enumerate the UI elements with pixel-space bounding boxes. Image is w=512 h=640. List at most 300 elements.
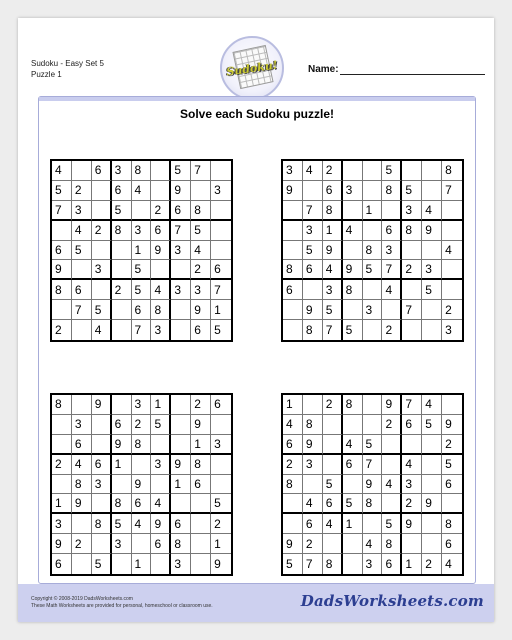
sudoku-cell: 4 — [283, 415, 303, 435]
sudoku-cell: 6 — [132, 300, 152, 320]
sudoku-cell[interactable] — [191, 181, 211, 201]
sudoku-cell[interactable] — [402, 435, 422, 455]
sudoku-cell[interactable] — [92, 435, 112, 455]
sudoku-cell: 8 — [363, 241, 383, 261]
sudoku-cell: 4 — [343, 435, 363, 455]
sudoku-cell: 8 — [343, 280, 363, 300]
sudoku-cell[interactable] — [52, 221, 72, 241]
sudoku-cell: 6 — [191, 320, 211, 340]
sudoku-cell: 2 — [52, 455, 72, 475]
sudoku-cell: 6 — [323, 494, 343, 514]
sudoku-cell: 5 — [52, 181, 72, 201]
sudoku-cell[interactable] — [363, 161, 383, 181]
sudoku-cell[interactable] — [343, 241, 363, 261]
sudoku-cell: 8 — [92, 514, 112, 534]
sudoku-cell: 8 — [52, 395, 72, 415]
sudoku-cell[interactable] — [191, 534, 211, 554]
sudoku-cell: 3 — [72, 415, 92, 435]
sudoku-cell: 5 — [442, 455, 462, 475]
sudoku-cell: 1 — [363, 201, 383, 221]
sudoku-cell: 6 — [382, 554, 402, 574]
sudoku-cell: 2 — [92, 221, 112, 241]
sudoku-cell: 6 — [72, 280, 92, 300]
sudoku-cell[interactable] — [211, 221, 231, 241]
sudoku-cell: 6 — [92, 161, 112, 181]
sudoku-cell[interactable] — [211, 161, 231, 181]
sudoku-cell: 6 — [303, 260, 323, 280]
sudoku-cell[interactable] — [191, 494, 211, 514]
sudoku-cell: 2 — [191, 260, 211, 280]
sudoku-cell[interactable] — [151, 475, 171, 495]
sudoku-cell[interactable] — [72, 395, 92, 415]
sudoku-cell[interactable] — [171, 415, 191, 435]
sudoku-cell[interactable] — [112, 320, 132, 340]
sudoku-cell: 3 — [171, 241, 191, 261]
sudoku-cell: 7 — [191, 161, 211, 181]
sudoku-cell: 4 — [402, 455, 422, 475]
sudoku-cell: 9 — [151, 241, 171, 261]
sudoku-cell[interactable] — [363, 181, 383, 201]
sudoku-cell: 9 — [171, 455, 191, 475]
sudoku-cell: 9 — [422, 221, 442, 241]
sudoku-cell[interactable] — [442, 280, 462, 300]
sudoku-cell: 8 — [402, 221, 422, 241]
sudoku-cell: 3 — [402, 201, 422, 221]
sudoku-cell: 1 — [191, 435, 211, 455]
sudoku-cell: 1 — [402, 554, 422, 574]
sudoku-cell: 2 — [422, 554, 442, 574]
sudoku-cell[interactable] — [323, 455, 343, 475]
sudoku-cell: 3 — [171, 554, 191, 574]
sudoku-cell: 2 — [151, 201, 171, 221]
sudoku-cell: 3 — [211, 181, 231, 201]
sudoku-cell[interactable] — [283, 221, 303, 241]
sudoku-cell[interactable] — [151, 435, 171, 455]
sudoku-cell: 9 — [283, 181, 303, 201]
sudoku-cell: 4 — [303, 161, 323, 181]
sudoku-cell: 5 — [343, 494, 363, 514]
sudoku-cell: 2 — [323, 161, 343, 181]
sudoku-cell: 8 — [442, 161, 462, 181]
sudoku-cell[interactable] — [151, 554, 171, 574]
sudoku-cell[interactable] — [191, 554, 211, 574]
sudoku-cell[interactable] — [52, 300, 72, 320]
sudoku-cell: 6 — [132, 494, 152, 514]
sudoku-cell[interactable] — [112, 554, 132, 574]
sudoku-cell: 5 — [151, 415, 171, 435]
sudoku-cell: 3 — [92, 260, 112, 280]
sudoku-cell: 3 — [132, 395, 152, 415]
sudoku-cell[interactable] — [171, 300, 191, 320]
sudoku-cell[interactable] — [72, 161, 92, 181]
sudoku-cell[interactable] — [343, 534, 363, 554]
sudoku-cell[interactable] — [211, 241, 231, 261]
sudoku-cell: 3 — [445, 323, 452, 338]
sudoku-cell: 2 — [211, 514, 231, 534]
sudoku-cell: 6 — [442, 534, 462, 554]
sudoku-cell: 3 — [92, 475, 112, 495]
sudoku-cell[interactable] — [363, 514, 383, 534]
sudoku-cell: 8 — [112, 221, 132, 241]
instruction-heading: Solve each Sudoku puzzle! — [179, 107, 335, 121]
sudoku-cell[interactable] — [112, 241, 132, 261]
sudoku-cell[interactable] — [382, 494, 402, 514]
footer-copyright — [31, 596, 213, 610]
sudoku-cell[interactable] — [112, 395, 132, 415]
sudoku-cell: 4 — [382, 280, 402, 300]
sudoku-cell: 8 — [363, 494, 383, 514]
sudoku-cell[interactable] — [402, 241, 422, 261]
sudoku-cell: 2 — [72, 534, 92, 554]
sudoku-cell: 8 — [191, 455, 211, 475]
sudoku-cell: 3 — [112, 534, 132, 554]
sudoku-cell: 5 — [363, 435, 383, 455]
sudoku-cell: 1 — [171, 475, 191, 495]
sudoku-cell[interactable] — [382, 455, 402, 475]
sudoku-cell[interactable] — [442, 260, 462, 280]
sudoku-cell[interactable] — [283, 514, 303, 534]
sudoku-cell: 3 — [191, 280, 211, 300]
sudoku-cell[interactable] — [422, 455, 442, 475]
sudoku-cell[interactable] — [323, 415, 343, 435]
sudoku-cell[interactable] — [283, 300, 303, 320]
sudoku-cell[interactable] — [112, 300, 132, 320]
sudoku-cell: 4 — [132, 514, 152, 534]
sudoku-cell: 9 — [422, 494, 442, 514]
sudoku-cell: 8 — [442, 514, 462, 534]
sudoku-grid-2 — [281, 159, 464, 342]
sudoku-cell: 8 — [283, 475, 303, 495]
sudoku-cell[interactable] — [132, 455, 152, 475]
sudoku-cell: 5 — [132, 280, 152, 300]
sudoku-cell: 7 — [52, 201, 72, 221]
sudoku-cell[interactable] — [171, 435, 191, 455]
sudoku-cell[interactable] — [211, 455, 231, 475]
sudoku-cell: 1 — [151, 395, 171, 415]
sudoku-cell[interactable] — [422, 300, 442, 320]
sudoku-cell[interactable] — [422, 435, 442, 455]
sudoku-cell[interactable] — [211, 475, 231, 495]
sudoku-cell: 6 — [171, 201, 191, 221]
sudoku-cell[interactable] — [363, 415, 383, 435]
sudoku-cell: 2 — [382, 320, 402, 340]
sudoku-cell: 6 — [171, 514, 191, 534]
sudoku-cell: 3 — [303, 221, 323, 241]
sudoku-cell: 5 — [323, 300, 343, 320]
sudoku-cell: 3 — [52, 514, 72, 534]
sudoku-cell[interactable] — [72, 320, 92, 340]
sudoku-cell: 6 — [382, 221, 402, 241]
sudoku-cell: 8 — [171, 534, 191, 554]
sudoku-cell: 9 — [72, 494, 92, 514]
sudoku-cell: 6 — [151, 534, 171, 554]
sudoku-cell[interactable] — [303, 181, 323, 201]
sudoku-cell: 9 — [52, 534, 72, 554]
sudoku-cell: 5 — [382, 161, 402, 181]
sudoku-cell[interactable] — [171, 395, 191, 415]
sudoku-cell[interactable] — [283, 241, 303, 261]
sudoku-cell: 9 — [323, 241, 343, 261]
sudoku-cell[interactable] — [52, 415, 72, 435]
footer-bar — [18, 584, 494, 622]
sudoku-cell[interactable] — [283, 320, 303, 340]
sudoku-cell[interactable] — [151, 181, 171, 201]
sudoku-cell: 4 — [72, 221, 92, 241]
sudoku-cell: 1 — [211, 534, 231, 554]
sudoku-cell: 1 — [52, 494, 72, 514]
sudoku-cell[interactable] — [191, 514, 211, 534]
sudoku-cell: 5 — [191, 221, 211, 241]
sudoku-cell: 8 — [191, 201, 211, 221]
sudoku-cell: 8 — [283, 260, 303, 280]
sudoku-cell: 2 — [283, 455, 303, 475]
sudoku-cell: 1 — [112, 455, 132, 475]
sudoku-cell: 8 — [303, 320, 323, 340]
sudoku-cell: 7 — [72, 300, 92, 320]
sudoku-cell[interactable] — [92, 280, 112, 300]
sudoku-cell: 9 — [191, 300, 211, 320]
sudoku-cell: 2 — [191, 395, 211, 415]
sudoku-cell[interactable] — [112, 260, 132, 280]
sudoku-cell[interactable] — [211, 201, 231, 221]
sudoku-cell: 9 — [363, 475, 383, 495]
sudoku-cell: 5 — [214, 323, 221, 338]
sudoku-cell: 8 — [323, 201, 343, 221]
sudoku-cell[interactable] — [151, 260, 171, 280]
sudoku-cell[interactable] — [422, 534, 442, 554]
worksheet-page — [18, 18, 494, 622]
sudoku-cell: 2 — [402, 494, 422, 514]
sudoku-cell: 5 — [211, 494, 231, 514]
sudoku-cell[interactable] — [92, 494, 112, 514]
sudoku-cell: 3 — [112, 161, 132, 181]
usage-note: These Math Worksheets are provided for personal, homeschool or classroom use. — [31, 603, 213, 609]
sudoku-cell: 8 — [382, 181, 402, 201]
sudoku-cell[interactable] — [303, 395, 323, 415]
sudoku-cell[interactable] — [72, 554, 92, 574]
sudoku-cell: 9 — [343, 260, 363, 280]
sudoku-cell: 3 — [343, 181, 363, 201]
sudoku-cell: 2 — [382, 415, 402, 435]
sudoku-cell: 4 — [132, 181, 152, 201]
sudoku-cell: 5 — [402, 181, 422, 201]
sudoku-cell[interactable] — [92, 201, 112, 221]
sudoku-cell: 6 — [323, 181, 343, 201]
sudoku-cell: 9 — [52, 260, 72, 280]
sudoku-cell: 7 — [382, 260, 402, 280]
sudoku-cell: 5 — [171, 161, 191, 181]
sudoku-cell: 3 — [132, 221, 152, 241]
sudoku-cell: 8 — [132, 161, 152, 181]
sudoku-cell: 2 — [323, 395, 343, 415]
sudoku-cell[interactable] — [363, 320, 383, 340]
sudoku-cell[interactable] — [382, 300, 402, 320]
sudoku-cell: 3 — [283, 161, 303, 181]
sudoku-cell[interactable] — [363, 395, 383, 415]
sudoku-cell[interactable] — [402, 161, 422, 181]
sudoku-cell: 1 — [283, 395, 303, 415]
sudoku-cell: 9 — [191, 415, 211, 435]
sudoku-cell[interactable] — [303, 280, 323, 300]
sudoku-cell: 1 — [132, 241, 152, 261]
sudoku-cell: 9 — [382, 395, 402, 415]
sudoku-cell[interactable] — [323, 435, 343, 455]
sudoku-cell: 3 — [323, 280, 343, 300]
sudoku-cell[interactable] — [382, 435, 402, 455]
sudoku-cell[interactable] — [171, 260, 191, 280]
sudoku-cell: 2 — [132, 415, 152, 435]
sudoku-cell[interactable] — [171, 494, 191, 514]
sudoku-cell: 5 — [132, 260, 152, 280]
sudoku-cell: 9 — [442, 415, 462, 435]
sudoku-cell: 3 — [382, 241, 402, 261]
sudoku-cell: 6 — [442, 475, 462, 495]
sudoku-cell[interactable] — [343, 201, 363, 221]
sudoku-cell[interactable] — [132, 534, 152, 554]
sudoku-cell: 5 — [112, 514, 132, 534]
sudoku-cell: 5 — [422, 415, 442, 435]
sudoku-cell[interactable] — [422, 320, 442, 340]
sudoku-cell[interactable] — [52, 475, 72, 495]
sudoku-cell: 4 — [442, 241, 462, 261]
sudoku-cell: 7 — [171, 221, 191, 241]
sudoku-cell: 6 — [52, 554, 72, 574]
sudoku-cell: 6 — [151, 221, 171, 241]
sudoku-cell: 4 — [323, 514, 343, 534]
logo-text: Sudoku! — [225, 58, 279, 79]
sudoku-cell[interactable] — [211, 415, 231, 435]
sudoku-cell[interactable] — [72, 514, 92, 534]
sudoku-cell: 5 — [92, 554, 112, 574]
sudoku-cell[interactable] — [442, 395, 462, 415]
sudoku-cell: 4 — [151, 280, 171, 300]
sudoku-cell[interactable] — [422, 181, 442, 201]
sudoku-cell[interactable] — [363, 280, 383, 300]
sudoku-cell[interactable] — [442, 494, 462, 514]
sudoku-cell: 2 — [442, 435, 462, 455]
sudoku-cell: 5 — [303, 241, 323, 261]
sudoku-cell: 3 — [402, 475, 422, 495]
sudoku-cell: 4 — [92, 320, 112, 340]
sudoku-cell[interactable] — [343, 300, 363, 320]
sudoku-cell: 6 — [112, 415, 132, 435]
sudoku-cell[interactable] — [402, 280, 422, 300]
sudoku-cell: 6 — [92, 455, 112, 475]
sudoku-cell: 8 — [382, 534, 402, 554]
sudoku-cell: 1 — [323, 221, 343, 241]
sudoku-cell[interactable] — [92, 415, 112, 435]
sudoku-cell: 7 — [402, 395, 422, 415]
sudoku-cell: 9 — [303, 300, 323, 320]
sudoku-cell: 7 — [303, 201, 323, 221]
sudoku-cell: 6 — [72, 435, 92, 455]
sudoku-cell: 2 — [52, 320, 72, 340]
sudoku-cell: 3 — [363, 300, 383, 320]
sudoku-cell[interactable] — [283, 494, 303, 514]
sudoku-cell[interactable] — [422, 241, 442, 261]
sudoku-cell: 6 — [303, 514, 323, 534]
sudoku-cell: 8 — [112, 494, 132, 514]
sudoku-cell[interactable] — [343, 475, 363, 495]
sudoku-cell[interactable] — [303, 475, 323, 495]
sudoku-cell[interactable] — [402, 534, 422, 554]
sudoku-cell[interactable] — [92, 181, 112, 201]
sudoku-cell: 5 — [343, 320, 363, 340]
sudoku-cell: 4 — [422, 201, 442, 221]
sudoku-cell: 5 — [112, 201, 132, 221]
sudoku-cell: 8 — [343, 395, 363, 415]
sudoku-cell: 2 — [303, 534, 323, 554]
sudoku-cell[interactable] — [442, 221, 462, 241]
sudoku-cell[interactable] — [422, 161, 442, 181]
sudoku-cell: 5 — [92, 300, 112, 320]
sudoku-cell: 4 — [323, 260, 343, 280]
sudoku-cell: 1 — [211, 300, 231, 320]
sudoku-cell[interactable] — [52, 435, 72, 455]
copyright-text: Copyright © 2008-2019 DadsWorksheets.com — [31, 596, 133, 602]
sudoku-cell: 7 — [303, 554, 323, 574]
sudoku-cell: 5 — [382, 514, 402, 534]
sudoku-cell: 6 — [191, 475, 211, 495]
sudoku-cell[interactable] — [171, 320, 191, 340]
sudoku-cell: 6 — [402, 415, 422, 435]
sudoku-cell: 6 — [211, 395, 231, 415]
sudoku-cell: 2 — [442, 300, 462, 320]
sudoku-cell: 8 — [72, 475, 92, 495]
name-label: Name: — [308, 64, 339, 75]
sudoku-cell: 4 — [191, 241, 211, 261]
sudoku-cell[interactable] — [363, 221, 383, 241]
sudoku-cell[interactable] — [422, 475, 442, 495]
sudoku-cell: 3 — [211, 435, 231, 455]
sudoku-cell[interactable] — [343, 554, 363, 574]
sudoku-cell: 6 — [211, 260, 231, 280]
sudoku-cell: 4 — [422, 395, 442, 415]
sudoku-cell[interactable] — [283, 201, 303, 221]
sudoku-cell: 2 — [112, 280, 132, 300]
sudoku-cell[interactable] — [343, 161, 363, 181]
sudoku-cell[interactable] — [323, 534, 343, 554]
sudoku-cell[interactable] — [382, 201, 402, 221]
sudoku-cell[interactable] — [92, 534, 112, 554]
sudoku-cell: 5 — [363, 260, 383, 280]
sudoku-cell[interactable] — [151, 161, 171, 181]
sudoku-cell: 8 — [303, 415, 323, 435]
sudoku-cell: 4 — [72, 455, 92, 475]
sudoku-cell: 5 — [283, 554, 303, 574]
sudoku-cell[interactable] — [402, 320, 422, 340]
sudoku-cell[interactable] — [72, 260, 92, 280]
sudoku-cell[interactable] — [442, 201, 462, 221]
sudoku-cell: 4 — [343, 221, 363, 241]
sudoku-cell: 8 — [52, 280, 72, 300]
sudoku-cell: 7 — [323, 320, 343, 340]
sudoku-cell[interactable] — [112, 475, 132, 495]
sudoku-cell[interactable] — [422, 514, 442, 534]
set-title: Sudoku - Easy Set 5 — [31, 59, 104, 68]
sudoku-cell: 6 — [283, 280, 303, 300]
sudoku-cell: 6 — [112, 181, 132, 201]
puzzle-frame — [38, 96, 476, 584]
brand-logo: DadsWorksheets.com — [300, 592, 484, 610]
sudoku-cell: 3 — [72, 201, 92, 221]
sudoku-cell: 3 — [151, 320, 171, 340]
sudoku-cell[interactable] — [92, 241, 112, 261]
sudoku-cell[interactable] — [132, 201, 152, 221]
sudoku-cell[interactable] — [343, 415, 363, 435]
name-line[interactable] — [340, 74, 485, 75]
sudoku-cell: 9 — [402, 514, 422, 534]
